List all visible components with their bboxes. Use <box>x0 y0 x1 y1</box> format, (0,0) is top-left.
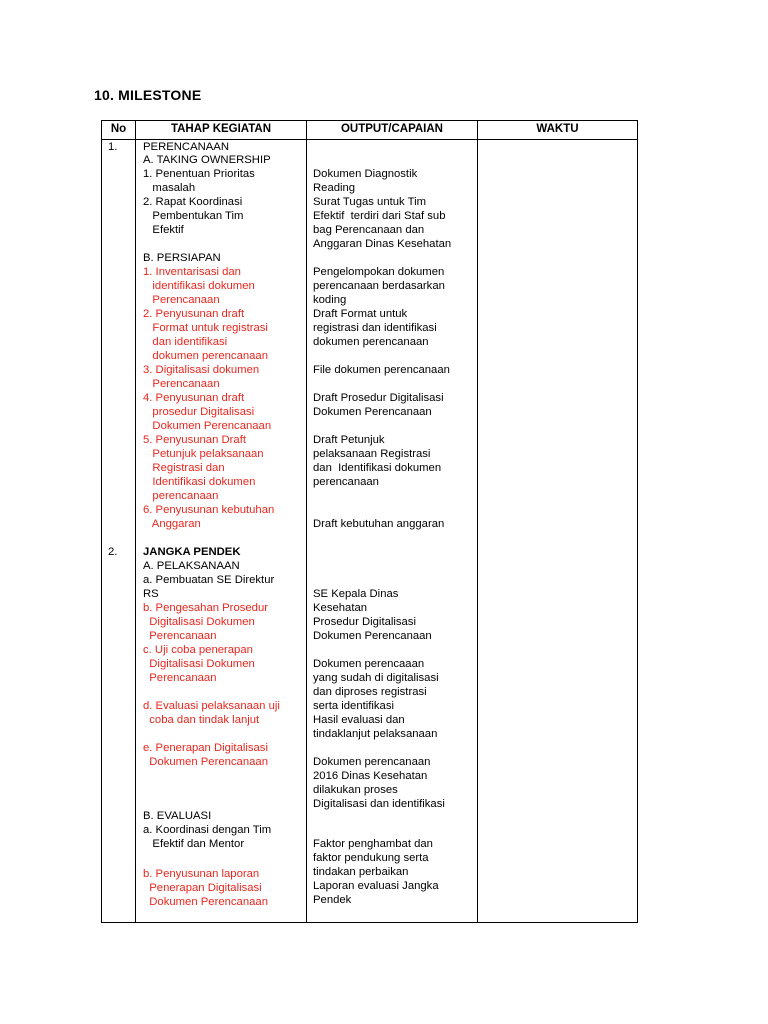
output-line: Draft Format untuk <box>313 308 408 320</box>
tahap-line: a. Koordinasi dengan Tim <box>143 824 272 836</box>
tahap-line: Anggaran <box>143 518 201 530</box>
tahap-line: B. EVALUASI <box>143 810 212 822</box>
tahap-line: Dokumen Perencanaan <box>143 420 272 432</box>
output-line: serta identifikasi <box>313 700 394 712</box>
tahap-line: Perencanaan <box>143 378 220 390</box>
tahap-line: Dokumen Perencanaan <box>143 896 268 908</box>
tahap-line: prosedur Digitalisasi <box>143 406 255 418</box>
cell-no <box>102 140 136 923</box>
tahap-line: A. TAKING OWNERSHIP <box>143 154 271 166</box>
output-line: dan diproses registrasi <box>313 686 427 698</box>
tahap-line: B. PERSIAPAN <box>143 252 221 264</box>
output-line: Prosedur Digitalisasi <box>313 616 416 628</box>
page-title: 10. MILESTONE <box>94 87 202 103</box>
tahap-line: JANGKA PENDEK <box>143 546 241 558</box>
output-line: Pengelompokan dokumen <box>313 266 445 278</box>
header-tahap-kegiatan: TAHAP KEGIATAN <box>136 121 307 140</box>
output-line: perencanaan berdasarkan <box>313 280 445 292</box>
tahap-line: Digitalisasi Dokumen <box>143 658 255 670</box>
output-line: perencanaan <box>313 476 379 488</box>
tahap-line: masalah <box>143 182 196 194</box>
tahap-line: dan identifikasi <box>143 336 228 348</box>
tahap-line: 2. Rapat Koordinasi <box>143 196 243 208</box>
output-line: Laporan evaluasi Jangka <box>313 880 439 892</box>
tahap-line: Efektif <box>143 224 184 236</box>
tahap-line: Dokumen Perencanaan <box>143 756 268 768</box>
output-line: Pendek <box>313 894 352 906</box>
output-line: Digitalisasi dan identifikasi <box>313 798 445 810</box>
tahap-line: Petunjuk pelaksanaan <box>143 448 264 460</box>
tahap-line: Identifikasi dokumen <box>143 476 256 488</box>
output-line: Hasil evaluasi dan <box>313 714 405 726</box>
output-line: Kesehatan <box>313 602 368 614</box>
output-line: 2016 Dinas Kesehatan <box>313 770 428 782</box>
tahap-line: 1. Inventarisasi dan <box>143 266 241 278</box>
tahap-line: 4. Penyusunan draft <box>143 392 245 404</box>
tahap-line: dokumen perencanaan <box>143 350 268 362</box>
output-line: Draft Prosedur Digitalisasi <box>313 392 444 404</box>
output-line: koding <box>313 294 347 306</box>
cell-tahap-kegiatan <box>136 140 307 923</box>
tahap-line: Perencanaan <box>143 630 217 642</box>
output-line: faktor pendukung serta <box>313 852 429 864</box>
tahap-line: identifikasi dokumen <box>143 280 255 292</box>
output-line: Draft Petunjuk <box>313 434 385 446</box>
table-row <box>102 140 638 923</box>
tahap-line: RS <box>143 588 159 600</box>
output-line: Anggaran Dinas Kesehatan <box>313 238 452 250</box>
tahap-line: c. Uji coba penerapan <box>143 644 253 656</box>
tahap-line: Penerapan Digitalisasi <box>143 882 262 894</box>
tahap-line: Pembentukan Tim <box>143 210 244 222</box>
tahap-line: Efektif dan Mentor <box>143 838 245 850</box>
output-line: pelaksanaan Registrasi <box>313 448 431 460</box>
tahap-line: d. Evaluasi pelaksanaan uji <box>143 700 280 712</box>
table-header-row <box>102 121 638 140</box>
tahap-line: a. Pembuatan SE Direktur <box>143 574 275 586</box>
tahap-line: 5. Penyusunan Draft <box>143 434 246 446</box>
output-line: bag Perencanaan dan <box>313 224 425 236</box>
row-number: 2. <box>108 546 118 558</box>
output-line: Dokumen Diagnostik <box>313 168 418 180</box>
tahap-line: 3. Digitalisasi dokumen <box>143 364 260 376</box>
cell-waktu <box>478 140 638 923</box>
output-line: Dokumen Perencanaan <box>313 406 432 418</box>
tahap-line: A. PELAKSANAAN <box>143 560 240 572</box>
header-output-capaian: OUTPUT/CAPAIAN <box>307 121 478 140</box>
output-line: SE Kepala Dinas <box>313 588 399 600</box>
output-line: Draft kebutuhan anggaran <box>313 518 445 530</box>
tahap-line: coba dan tindak lanjut <box>143 714 260 726</box>
waktu-empty <box>478 140 637 922</box>
tahap-line: b. Pengesahan Prosedur <box>143 602 268 614</box>
output-line: Faktor penghambat dan <box>313 838 433 850</box>
output-line: registrasi dan identifikasi <box>313 322 437 334</box>
output-line: Dokumen Perencanaan <box>313 630 432 642</box>
output-line: dokumen perencanaan <box>313 336 429 348</box>
output-line: dilakukan proses <box>313 784 398 796</box>
output-line: yang sudah di digitalisasi <box>313 672 439 684</box>
tahap-line: 2. Penyusunan draft <box>143 308 245 320</box>
output-line: Reading <box>313 182 356 194</box>
output-line: Dokumen perencaaan <box>313 658 425 670</box>
output-line: Efektif terdiri dari Staf sub <box>313 210 446 222</box>
tahap-line: Perencanaan <box>143 294 220 306</box>
tahap-line: b. Penyusunan laporan <box>143 868 260 880</box>
tahap-line: Perencanaan <box>143 672 217 684</box>
output-line: Dokumen perencanaan <box>313 756 431 768</box>
header-waktu: WAKTU <box>478 121 638 140</box>
tahap-line: e. Penerapan Digitalisasi <box>143 742 268 754</box>
output-line: File dokumen perencanaan <box>313 364 450 376</box>
tahap-line: Format untuk registrasi <box>143 322 268 334</box>
milestone-table <box>101 120 638 923</box>
tahap-line: PERENCANAAN <box>143 141 230 153</box>
tahap-line: 6. Penyusunan kebutuhan <box>143 504 275 516</box>
tahap-line: Registrasi dan <box>143 462 225 474</box>
output-line: tindaklanjut pelaksanaan <box>313 728 438 740</box>
tahap-line: 1. Penentuan Prioritas <box>143 168 255 180</box>
tahap-line: Digitalisasi Dokumen <box>143 616 255 628</box>
cell-output-capaian <box>307 140 478 923</box>
output-line: tindakan perbaikan <box>313 866 409 878</box>
output-line: dan Identifikasi dokumen <box>313 462 442 474</box>
output-line: Surat Tugas untuk Tim <box>313 196 427 208</box>
tahap-line: perencanaan <box>143 490 219 502</box>
header-no: No <box>102 121 136 140</box>
row-number: 1. <box>108 141 118 153</box>
